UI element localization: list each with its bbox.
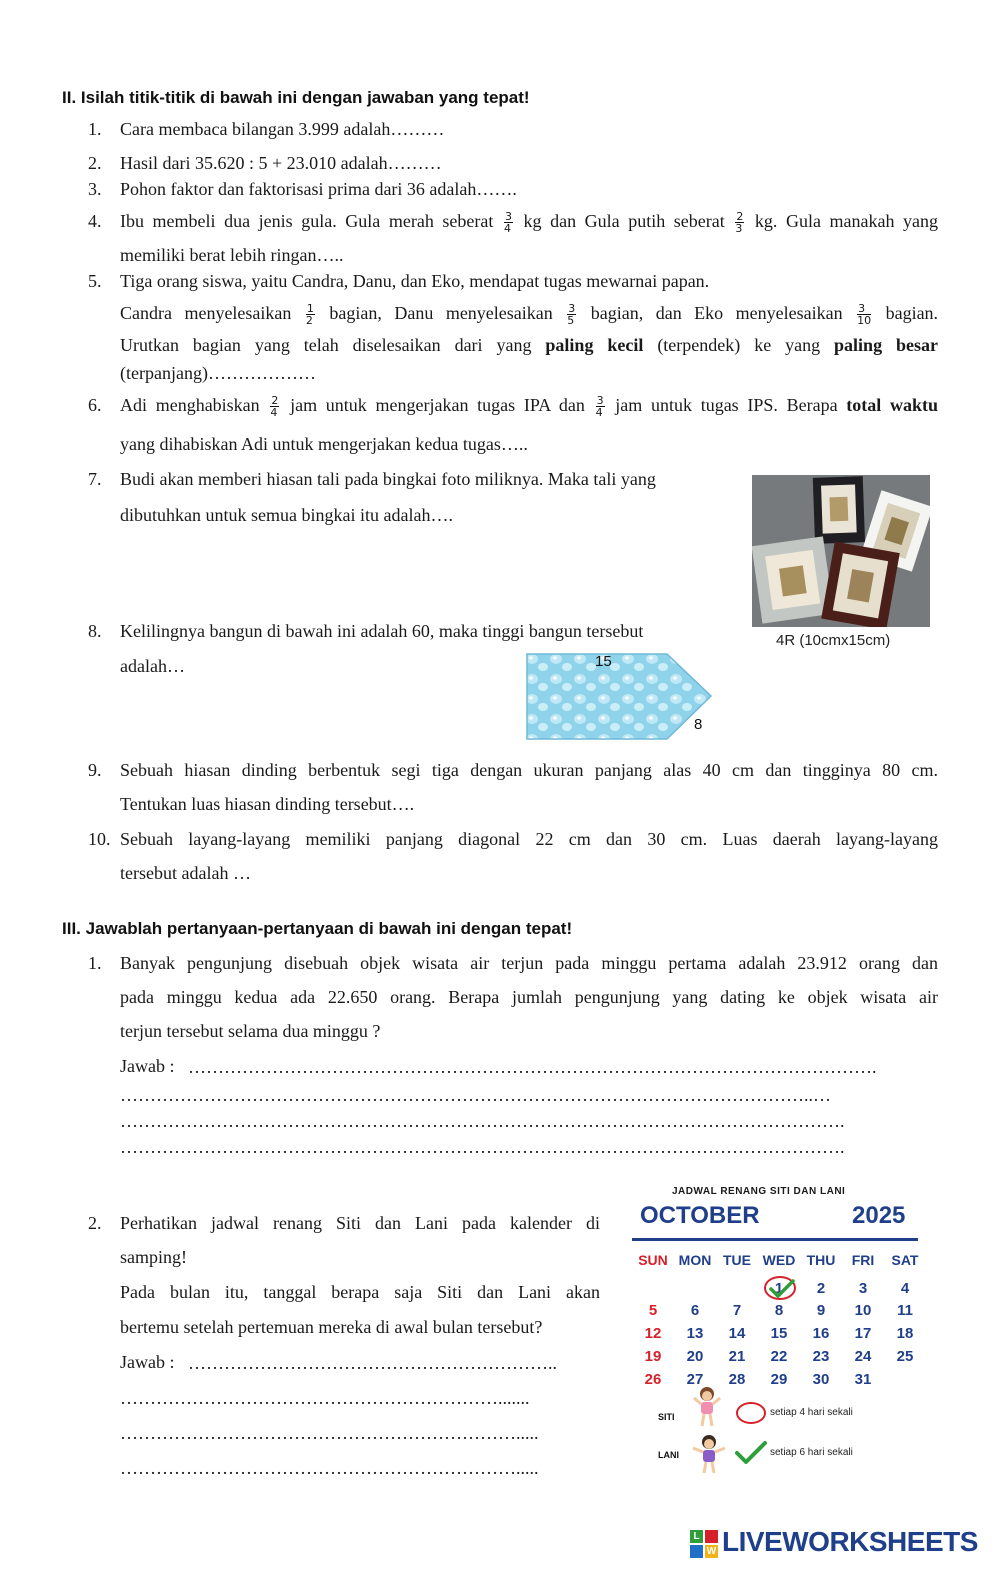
- swim-calendar: [630, 1180, 920, 1480]
- calendar-date: 28: [728, 1371, 746, 1388]
- question-text-line: Kelilingnya bangun di bawah ini adalah 60, maka tinggi bangun tersebut: [120, 621, 644, 641]
- question-text: Pohon faktor dan faktorisasi prima dari 36 adalah…….: [120, 179, 517, 199]
- calendar-date: 26: [644, 1371, 662, 1388]
- answer-dots[interactable]: ……………………………………………………….......: [120, 1388, 530, 1408]
- question-number: 1.: [88, 119, 102, 139]
- question-text-line: Tiga orang siswa, yaitu Candra, Danu, dan Eko, mendapat tugas mewarnai papan.: [120, 271, 710, 291]
- fraction: $\frac{2}{3}$: [735, 210, 744, 236]
- calendar-date: 23: [812, 1348, 830, 1365]
- question-number: 7.: [88, 469, 102, 489]
- legend-lani-text: setiap 6 hari sekali: [770, 1447, 853, 1458]
- question-text-line: Sebuah layang-layang memiliki panjang diagonal 22 cm dan 30 cm. Luas daerah layang-layang: [120, 829, 938, 849]
- question-text-line: Urutkan bagian yang telah diselesaikan dari yang paling kecil (terpendek) ke yang paling besar: [120, 335, 938, 355]
- question-text-line: pada minggu kedua ada 22.650 orang. Berapa jumlah pengunjung yang dating ke objek wisata air: [120, 987, 938, 1007]
- question-number: 1.: [88, 953, 102, 973]
- logo-letter: L: [690, 1530, 703, 1543]
- calendar-date: 24: [854, 1348, 872, 1365]
- calendar-day-header: FRI: [851, 1252, 875, 1268]
- calendar-date: 2: [816, 1280, 826, 1297]
- legend-lani-name: LANI: [658, 1450, 679, 1460]
- calendar-date: 15: [770, 1325, 788, 1342]
- calendar-day-header: MON: [678, 1252, 712, 1268]
- calendar-date: 16: [812, 1325, 830, 1342]
- photo-caption: 4R (10cmx15cm): [776, 632, 891, 649]
- calendar-date: 19: [644, 1348, 662, 1365]
- calendar-date: 13: [686, 1325, 704, 1342]
- question-text-line: adalah…: [120, 656, 185, 676]
- side-label-slant: 8: [694, 716, 703, 733]
- question-text-line: yang dihabiskan Adi untuk mengerjakan kedua tugas…..: [120, 434, 528, 454]
- calendar-title: JADWAL RENANG SITI DAN LANI: [672, 1186, 846, 1197]
- calendar-date: 6: [690, 1302, 700, 1319]
- question-text-line: memiliki berat lebih ringan…..: [120, 245, 344, 265]
- question-number: 5.: [88, 271, 102, 291]
- answer-dots[interactable]: ………………………………………………………………………………………………………….: [120, 1137, 845, 1157]
- answer-dots[interactable]: ………………………………………………………….....: [120, 1423, 539, 1443]
- question-number: 2.: [88, 153, 102, 173]
- checkmark-icon: [734, 1440, 768, 1466]
- question-text-line: Banyak pengunjung disebuah objek wisata air terjun pada minggu pertama adalah 23.912 orang dan: [120, 953, 938, 973]
- calendar-day-header: THU: [806, 1252, 836, 1268]
- answer-dots[interactable]: ……………………………………………………………………………………………………..…: [120, 1085, 831, 1105]
- question-number: 3.: [88, 179, 102, 199]
- calendar-date: 14: [728, 1325, 746, 1342]
- calendar-date: 10: [854, 1302, 872, 1319]
- liveworksheets-brand: LIVEWORKSHEETS: [722, 1526, 978, 1557]
- question-text-line: Pada bulan itu, tanggal berapa saja Siti dan Lani akan: [120, 1282, 600, 1302]
- logo-square: [690, 1545, 703, 1558]
- calendar-date: 21: [728, 1348, 746, 1365]
- fraction: $\frac{3}{10}$: [857, 302, 872, 328]
- question-text-line: Candra menyelesaikan $\frac{1}{2}$ bagian, Danu menyelesaikan $\frac{3}{5}$ bagian, dan Eko menyelesaikan $\frac{3}{10}$ bagian.: [120, 302, 939, 328]
- question-text-line: samping!: [120, 1247, 187, 1267]
- calendar-date: 12: [644, 1325, 662, 1342]
- legend-siti-text: setiap 4 hari sekali: [770, 1407, 853, 1418]
- question-text-line: Sebuah hiasan dinding berbentuk segi tiga dengan ukuran panjang alas 40 cm dan tingginya 80 cm.: [120, 760, 938, 780]
- question-number: 10.: [88, 829, 111, 849]
- photo-frames-image: [752, 475, 930, 627]
- answer-label: Jawab :: [120, 1352, 175, 1372]
- calendar-divider: [632, 1238, 918, 1241]
- calendar-date: 18: [896, 1325, 914, 1342]
- fraction: $\frac{3}{4}$: [595, 394, 604, 420]
- calendar-date: 17: [854, 1325, 872, 1342]
- calendar-date: 1: [774, 1280, 784, 1297]
- pentagon-shape: [525, 652, 715, 742]
- question-text-line: terjun tersebut selama dua minggu ?: [120, 1021, 381, 1041]
- question-text-line: dibutuhkan untuk semua bingkai itu adalah….: [120, 505, 453, 525]
- calendar-date: 8: [774, 1302, 784, 1319]
- calendar-date: 27: [686, 1371, 704, 1388]
- calendar-date: 30: [812, 1371, 830, 1388]
- liveworksheets-logo-icon: [690, 1530, 720, 1560]
- side-label-top: 15: [595, 653, 612, 670]
- answer-dots[interactable]: ………………………………………………………….....: [120, 1458, 539, 1478]
- lani-checkmark-icon: [768, 1278, 796, 1300]
- calendar-month: OCTOBER: [640, 1202, 760, 1229]
- calendar-day-header: SAT: [891, 1252, 919, 1268]
- answer-dots[interactable]: …………………………………………………………………………………………………….: [188, 1057, 877, 1077]
- calendar-date: 25: [896, 1348, 914, 1365]
- calendar-date: 11: [897, 1302, 913, 1319]
- circle-marker-icon: [736, 1402, 766, 1424]
- calendar-day-header: SUN: [638, 1252, 668, 1268]
- question-number: 6.: [88, 395, 102, 415]
- legend-siti-name: SITI: [658, 1412, 675, 1422]
- fraction: $\frac{3}{5}$: [567, 302, 576, 328]
- question-number: 4.: [88, 211, 102, 231]
- calendar-day-header: WED: [762, 1252, 796, 1268]
- question-text-line: Ibu membeli dua jenis gula. Gula merah seberat $\frac{3}{4}$ kg dan Gula putih seberat $\frac{2}{3}$ kg. Gula manakah yang: [120, 210, 939, 236]
- question-text-line: tersebut adalah …: [120, 863, 251, 883]
- answer-dots[interactable]: ………………………………………………………………………………………………………….: [120, 1111, 845, 1131]
- answer-dots[interactable]: ……………………………………………………..: [188, 1353, 557, 1373]
- question-text-line: (terpanjang)………………: [120, 363, 316, 383]
- question-number: 2.: [88, 1213, 102, 1233]
- question-number: 9.: [88, 760, 102, 780]
- calendar-date: 4: [900, 1280, 910, 1297]
- question-text: Cara membaca bilangan 3.999 adalah………: [120, 119, 445, 139]
- question-text: Hasil dari 35.620 : 5 + 23.010 adalah………: [120, 153, 442, 173]
- siti-girl-icon: [692, 1386, 722, 1428]
- question-text-line: bertemu setelah pertemuan mereka di awal bulan tersebut?: [120, 1317, 543, 1337]
- fraction: $\frac{3}{4}$: [503, 210, 512, 236]
- question-text-line: Tentukan luas hiasan dinding tersebut….: [120, 794, 415, 814]
- question-text-line: Adi menghabiskan $\frac{2}{4}$ jam untuk mengerjakan tugas IPA dan $\frac{3}{4}$ jam untuk tugas IPS. Berapa total waktu: [120, 394, 938, 420]
- question-text-line: Budi akan memberi hiasan tali pada bingkai foto miliknya. Maka tali yang: [120, 469, 656, 489]
- question-text-line: Perhatikan jadwal renang Siti dan Lani pada kalender di: [120, 1213, 600, 1233]
- calendar-date: 5: [648, 1302, 658, 1319]
- calendar-date: 3: [858, 1280, 868, 1297]
- section-3-title: III. Jawablah pertanyaan-pertanyaan di bawah ini dengan tepat!: [62, 919, 573, 938]
- logo-letter: W: [706, 1546, 717, 1557]
- section-2-title: II. Isilah titik-titik di bawah ini dengan jawaban yang tepat!: [62, 88, 530, 107]
- question-number: 8.: [88, 621, 102, 641]
- fraction: $\frac{1}{2}$: [305, 302, 314, 328]
- calendar-day-header: TUE: [723, 1252, 751, 1268]
- calendar-date: 7: [732, 1302, 742, 1319]
- calendar-date: 31: [854, 1371, 872, 1388]
- logo-square: [705, 1530, 718, 1543]
- calendar-year: 2025: [852, 1202, 906, 1229]
- fraction: $\frac{2}{4}$: [270, 394, 279, 420]
- calendar-date: 20: [686, 1348, 704, 1365]
- calendar-date: 9: [816, 1302, 826, 1319]
- calendar-date: 29: [770, 1371, 788, 1388]
- lani-girl-icon: [690, 1434, 728, 1474]
- calendar-date: 22: [770, 1348, 788, 1365]
- answer-label: Jawab :: [120, 1056, 175, 1076]
